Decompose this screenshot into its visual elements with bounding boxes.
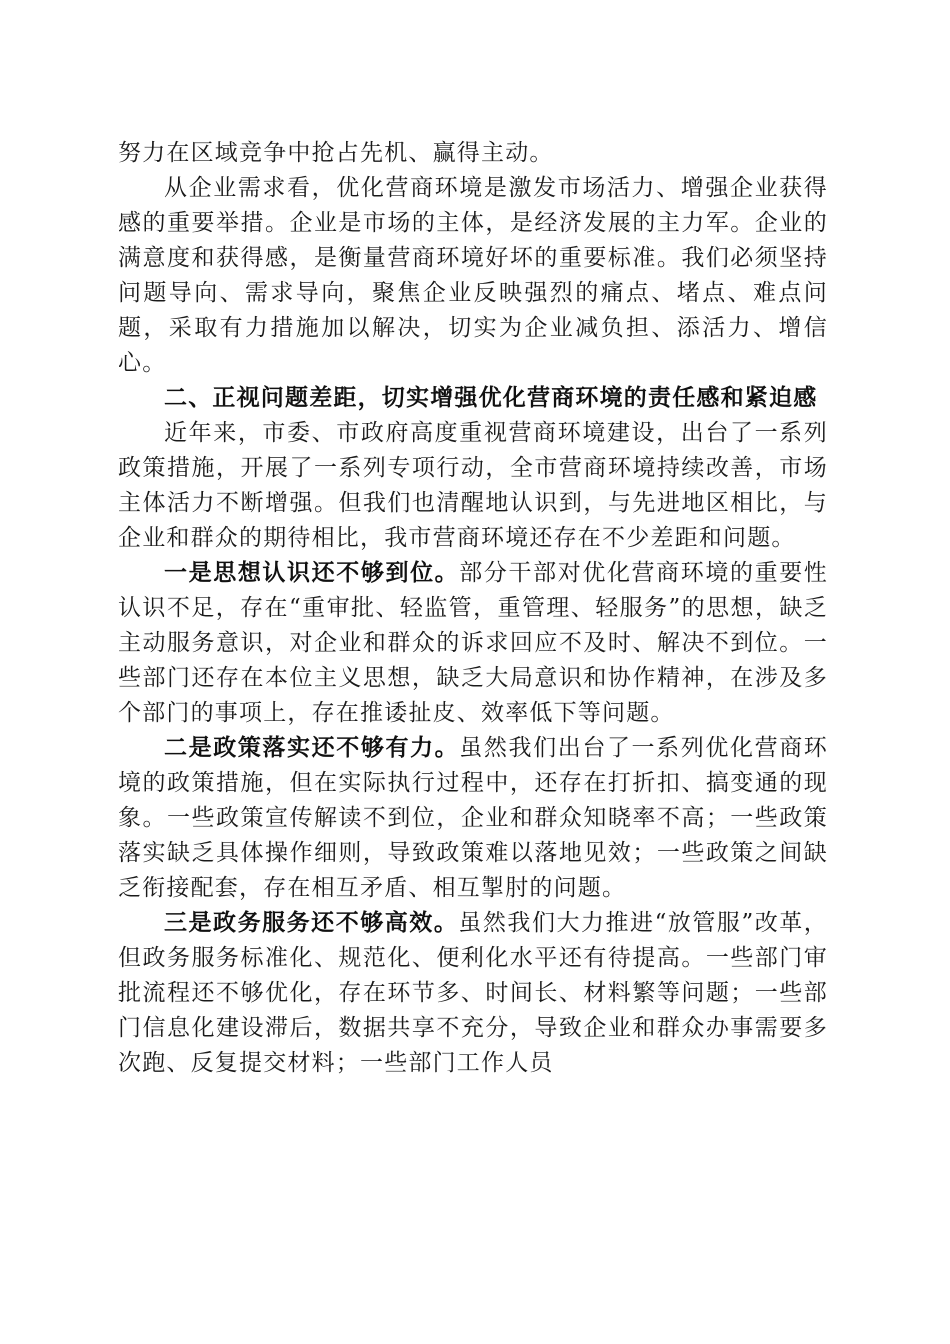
continuation-paragraph: 努力在区域竞争中抢占先机、赢得主动。 — [118, 140, 554, 166]
point-paragraph-1 — [118, 556, 828, 731]
point-lead-1: 一是思想认识还不够到位。 — [164, 560, 460, 586]
point-body-2: 虽然我们出台了一系列优化营商环境的政策措施，但在实际执行过程中，还存在打折扣、搞变通的现象。一些政策宣传解读不到位，企业和群众知晓率不高；一些政策落实缺乏具体操作细则，导致政策难以落地见效；一些政策之间缺乏衔接配套，存在相互矛盾、相互掣肘的问题。 — [118, 735, 829, 901]
point-body-1: 部分干部对优化营商环境的重要性认识不足，存在“重审批、轻监管，重管理、轻服务”的思想，缺乏主动服务意识，对企业和群众的诉求回应不及时、解决不到位。一些部门还存在本位主义思想，缺乏大局意识和协作精神，在涉及多个部门的事项上，存在推诿扯皮、效率低下等问题。 — [118, 560, 829, 726]
point-paragraph-2 — [118, 731, 828, 906]
point-lead-2: 二是政策落实还不够有力。 — [164, 735, 460, 761]
point-body-3: 虽然我们大力推进“放管服”改革，但政务服务标准化、规范化、便利化水平还有待提高。一些部门审批流程还不够优化，存在环节多、时间长、材料繁等问题；一些部门信息化建设滞后，数据共享不充分，导致企业和群众办事需要多次跑、反复提交材料；一些部门工作人员 — [118, 910, 829, 1076]
intro-paragraph: 近年来，市委、市政府高度重视营商环境建设，出台了一系列政策措施，开展了一系列专项行动，全市营商环境持续改善，市场主体活力不断增强。但我们也清醒地认识到，与先进地区相比，与企业和群众的期待相比，我市营商环境还存在不少差距和问题。 — [118, 420, 828, 551]
document-page — [118, 136, 828, 1081]
point-paragraph-3 — [118, 906, 828, 1081]
section-heading: 二、正视问题差距，切实增强优化营商环境的责任感和紧迫感 — [164, 385, 818, 411]
enterprise-paragraph: 从企业需求看，优化营商环境是激发市场活力、增强企业获得感的重要举措。企业是市场的主体，是经济发展的主力军。企业的满意度和获得感，是衡量营商环境好坏的重要标准。我们必须坚持问题导向、需求导向，聚焦企业反映强烈的痛点、堵点、难点问题，采取有力措施加以解决，切实为企业减负担、添活力、增信心。 — [118, 175, 828, 376]
point-lead-3: 三是政务服务还不够高效。 — [164, 910, 459, 936]
